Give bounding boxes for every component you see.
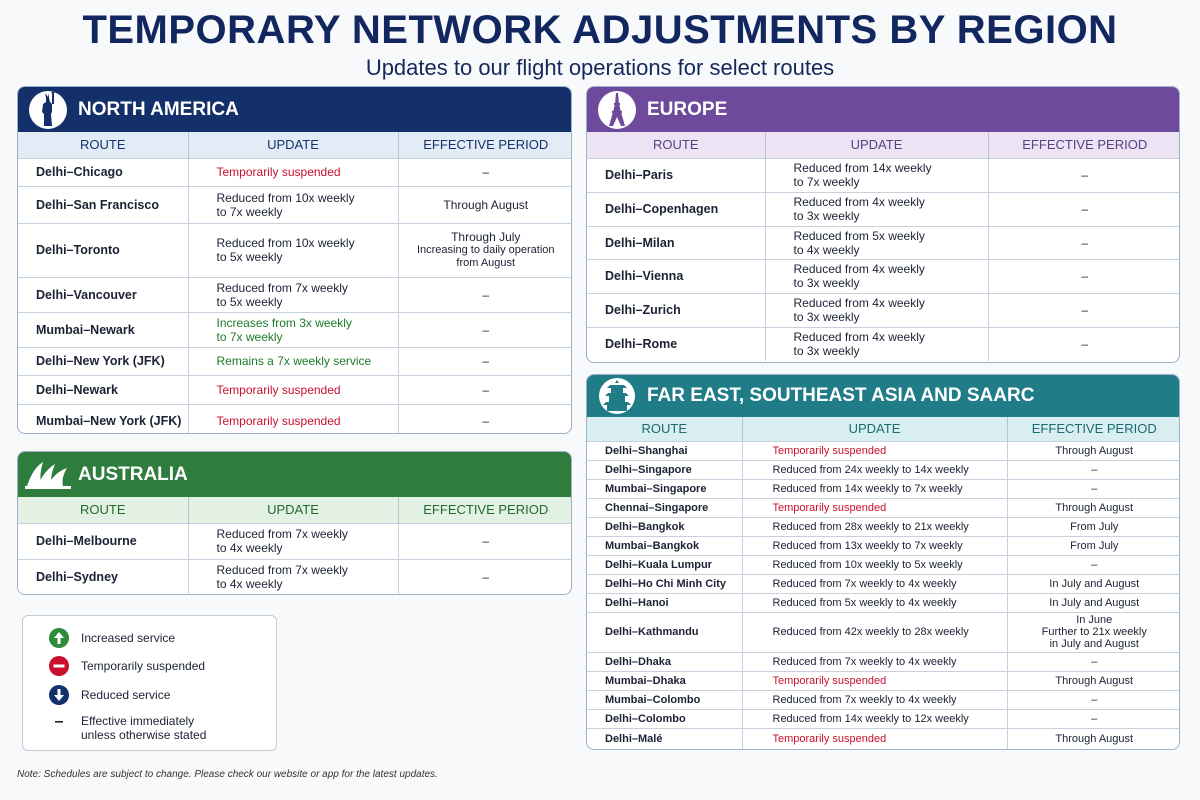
effective-cell [1007, 593, 1180, 612]
effective-period: Through August [1055, 732, 1134, 745]
effective-cell [1007, 555, 1180, 574]
table-row [587, 593, 1180, 612]
table-row [587, 192, 1180, 226]
route-header: ROUTE [587, 417, 742, 441]
effective-period: – [1081, 168, 1089, 182]
table-row [587, 574, 1180, 593]
route-cell: Delhi–Dhaka [587, 652, 742, 671]
effective-header: EFFECTIVE PERIOD [1007, 417, 1180, 441]
table-row [587, 709, 1180, 728]
route-cell: Delhi–Chicago [18, 158, 188, 186]
effective-cell [1007, 574, 1180, 593]
update-cell: Temporarily suspended [742, 728, 1007, 749]
route-cell: Delhi–Rome [587, 327, 765, 361]
europe-title: EUROPE [647, 98, 728, 120]
table-row [18, 277, 572, 312]
effective-period: – [482, 287, 490, 302]
legend-label: Increased service [81, 631, 176, 645]
update-header: UPDATE [188, 132, 398, 158]
route-cell: Delhi–San Francisco [18, 186, 188, 223]
effective-header: EFFECTIVE PERIOD [398, 132, 572, 158]
route-cell: Mumbai–Dhaka [587, 671, 742, 690]
route-cell: Delhi–Kathmandu [587, 612, 742, 652]
effective-cell [398, 277, 572, 312]
effective-period: – [482, 413, 490, 428]
far-east-panel [586, 374, 1180, 750]
legend-item [49, 685, 170, 705]
update-cell: Reduced from 10x weekly to 5x weekly [188, 223, 398, 277]
route-cell: Delhi–Malé [587, 728, 742, 749]
update-cell: Temporarily suspended [742, 498, 1007, 517]
table-row [18, 523, 572, 559]
update-cell: Reduced from 7x weekly to 4x weekly [188, 559, 398, 594]
effective-cell [1007, 690, 1180, 709]
table-row [18, 186, 572, 223]
update-cell: Reduced from 42x weekly to 28x weekly [742, 612, 1007, 652]
update-cell: Reduced from 10x weekly to 5x weekly [742, 555, 1007, 574]
update-cell: Reduced from 4x weekly to 3x weekly [765, 192, 988, 226]
legend-item [49, 656, 205, 676]
effective-cell [1007, 517, 1180, 536]
route-cell: Delhi–Copenhagen [587, 192, 765, 226]
table-row [587, 555, 1180, 574]
route-cell: Delhi–Shanghai [587, 441, 742, 460]
update-cell: Temporarily suspended [188, 158, 398, 186]
effective-period: – [482, 322, 490, 337]
effective-period: – [482, 382, 490, 397]
page-subtitle: Updates to our flight operations for select routes [365, 55, 835, 80]
table-row [587, 690, 1180, 709]
update-cell: Reduced from 10x weekly to 7x weekly [188, 186, 398, 223]
route-cell: Mumbai–Bangkok [587, 536, 742, 555]
route-cell: Delhi–Bangkok [587, 517, 742, 536]
route-cell: Mumbai–Colombo [587, 690, 742, 709]
update-cell: Reduced from 14x weekly to 12x weekly [742, 709, 1007, 728]
update-cell: Temporarily suspended [188, 404, 398, 434]
australia-title: AUSTRALIA [78, 463, 188, 485]
legend-label: Reduced service [81, 688, 171, 702]
update-cell: Reduced from 28x weekly to 21x weekly [742, 517, 1007, 536]
table-row [18, 404, 572, 434]
effective-cell [1007, 441, 1180, 460]
effective-period: In July and August [1049, 596, 1140, 609]
update-cell: Reduced from 7x weekly to 4x weekly [742, 574, 1007, 593]
effective-period: – [1081, 269, 1089, 283]
update-cell: Reduced from 4x weekly to 3x weekly [765, 293, 988, 327]
route-cell: Delhi–New York (JFK) [18, 347, 188, 375]
effective-period: In July and August [1049, 577, 1140, 590]
update-cell: Reduced from 24x weekly to 14x weekly [742, 460, 1007, 479]
effective-cell [1007, 479, 1180, 498]
minus-icon [49, 656, 69, 676]
table-row [18, 158, 572, 186]
route-cell: Delhi–Milan [587, 226, 765, 259]
effective-period: In June Further to 21x weekly in July and August [1041, 614, 1147, 650]
north-america-header [18, 87, 571, 132]
effective-cell [1007, 652, 1180, 671]
update-cell: Remains a 7x weekly service [188, 347, 398, 375]
effective-period: – [482, 354, 490, 368]
table-row [18, 223, 572, 277]
table-row [587, 498, 1180, 517]
effective-cell [1007, 536, 1180, 555]
effective-period: Through August [1055, 674, 1134, 687]
effective-header: EFFECTIVE PERIOD [988, 132, 1180, 158]
far-east-header [587, 375, 1179, 417]
effective-cell [398, 375, 572, 404]
route-cell: Chennai–Singapore [587, 498, 742, 517]
route-cell: Mumbai–New York (JFK) [18, 404, 188, 434]
page-title: TEMPORARY NETWORK ADJUSTMENTS BY REGION [82, 8, 1118, 52]
table-row [587, 327, 1180, 361]
europe-header [587, 87, 1179, 132]
route-cell: Delhi–Paris [587, 158, 765, 192]
update-cell: Reduced from 14x weekly to 7x weekly [742, 479, 1007, 498]
route-cell: Mumbai–Singapore [587, 479, 742, 498]
effective-period: – [1081, 202, 1089, 216]
effective-period: – [1091, 693, 1098, 706]
update-cell: Reduced from 7x weekly to 4x weekly [742, 652, 1007, 671]
update-header: UPDATE [742, 417, 1007, 441]
effective-cell [1007, 498, 1180, 517]
effective-period: – [482, 165, 490, 179]
route-cell: Delhi–Vienna [587, 259, 765, 293]
arrow-up-icon [49, 628, 69, 648]
legend-item [49, 628, 175, 648]
effective-cell [398, 312, 572, 347]
table-row [587, 479, 1180, 498]
table-row [18, 312, 572, 347]
eiffel-tower-icon [587, 90, 647, 130]
effective-cell [398, 186, 572, 223]
table-row [587, 226, 1180, 259]
effective-cell [988, 293, 1180, 327]
update-cell: Reduced from 7x weekly to 4x weekly [742, 690, 1007, 709]
north-america-panel [17, 86, 572, 434]
effective-cell [1007, 709, 1180, 728]
effective-cell [1007, 460, 1180, 479]
effective-cell [398, 523, 572, 559]
effective-cell [398, 347, 572, 375]
route-header: ROUTE [587, 132, 765, 158]
statue-of-liberty-icon [18, 90, 78, 130]
table-row [587, 158, 1180, 192]
update-cell: Reduced from 4x weekly to 3x weekly [765, 259, 988, 293]
effective-cell [1007, 671, 1180, 690]
effective-period: – [1091, 482, 1098, 495]
route-cell: Delhi–Singapore [587, 460, 742, 479]
update-header: UPDATE [188, 497, 398, 523]
sydney-opera-house-icon [18, 458, 78, 492]
effective-cell [1007, 728, 1180, 749]
route-cell: Delhi–Hanoi [587, 593, 742, 612]
effective-cell [988, 158, 1180, 192]
effective-cell [988, 259, 1180, 293]
effective-period: – [1081, 337, 1089, 352]
north-america-title: NORTH AMERICA [78, 98, 239, 120]
update-header: UPDATE [765, 132, 988, 158]
update-cell: Temporarily suspended [188, 375, 398, 404]
effective-period: From July [1070, 520, 1119, 533]
effective-period: – [482, 534, 490, 548]
update-cell: Reduced from 5x weekly to 4x weekly [765, 226, 988, 259]
table-row [587, 536, 1180, 555]
update-cell: Reduced from 7x weekly to 5x weekly [188, 277, 398, 312]
effective-cell [398, 223, 572, 277]
effective-period: – [1091, 712, 1098, 725]
europe-panel [586, 86, 1180, 363]
table-row [587, 293, 1180, 327]
footnote: Note: Schedules are subject to change. Please check our website or app for the latest updates. [17, 769, 438, 780]
route-cell: Delhi–Colombo [587, 709, 742, 728]
table-row [587, 517, 1180, 536]
effective-period: Through July [451, 230, 521, 244]
legend-label: Effective immediately unless otherwise stated [81, 714, 207, 742]
route-cell: Delhi–Sydney [18, 559, 188, 594]
australia-header [18, 452, 571, 497]
effective-cell [1007, 612, 1180, 652]
route-header: ROUTE [18, 497, 188, 523]
table-row [587, 671, 1180, 690]
route-cell: Delhi–Vancouver [18, 277, 188, 312]
route-cell: Delhi–Newark [18, 375, 188, 404]
effective-period: – [1081, 235, 1089, 250]
effective-cell [988, 192, 1180, 226]
route-cell: Delhi–Toronto [18, 223, 188, 277]
pagoda-icon [587, 377, 647, 415]
table-row [587, 441, 1180, 460]
route-cell: Mumbai–Newark [18, 312, 188, 347]
australia-table [18, 497, 572, 594]
update-cell: Reduced from 5x weekly to 4x weekly [742, 593, 1007, 612]
table-row [18, 347, 572, 375]
route-header: ROUTE [18, 132, 188, 158]
effective-period: – [1081, 303, 1089, 317]
update-cell: Temporarily suspended [742, 441, 1007, 460]
table-row [587, 460, 1180, 479]
far-east-table [587, 417, 1180, 749]
effective-note: Increasing to daily operation from August [416, 244, 555, 269]
effective-period: Through August [1055, 501, 1134, 514]
table-row [18, 559, 572, 594]
legend [22, 615, 277, 751]
europe-table [587, 132, 1180, 361]
effective-period: Through August [443, 197, 529, 212]
effective-cell [398, 158, 572, 186]
effective-cell [988, 226, 1180, 259]
far-east-title: FAR EAST, SOUTHEAST ASIA AND SAARC [647, 385, 1035, 406]
legend-item [49, 712, 206, 742]
table-row [587, 259, 1180, 293]
effective-cell [988, 327, 1180, 361]
update-cell: Reduced from 13x weekly to 7x weekly [742, 536, 1007, 555]
effective-period: – [1091, 463, 1098, 476]
update-cell: Reduced from 14x weekly to 7x weekly [765, 158, 988, 192]
effective-period: From July [1070, 539, 1119, 552]
route-cell: Delhi–Ho Chi Minh City [587, 574, 742, 593]
update-cell: Reduced from 4x weekly to 3x weekly [765, 327, 988, 361]
update-cell: Temporarily suspended [742, 671, 1007, 690]
route-cell: Delhi–Melbourne [18, 523, 188, 559]
update-cell: Increases from 3x weekly to 7x weekly [188, 312, 398, 347]
arrow-down-icon [49, 685, 69, 705]
australia-panel [17, 451, 572, 595]
north-america-table [18, 132, 572, 434]
effective-period: – [1091, 558, 1098, 571]
dash-icon [49, 712, 69, 732]
route-cell: Delhi–Kuala Lumpur [587, 555, 742, 574]
legend-label: Temporarily suspended [81, 659, 206, 673]
effective-cell [398, 404, 572, 434]
update-cell: Reduced from 7x weekly to 4x weekly [188, 523, 398, 559]
effective-header: EFFECTIVE PERIOD [398, 497, 572, 523]
effective-period: – [482, 569, 490, 584]
effective-period: Through August [1055, 444, 1134, 457]
effective-cell [398, 559, 572, 594]
table-row [587, 728, 1180, 749]
table-row [587, 652, 1180, 671]
effective-period: – [1091, 655, 1098, 668]
table-row [18, 375, 572, 404]
table-row [587, 612, 1180, 652]
route-cell: Delhi–Zurich [587, 293, 765, 327]
